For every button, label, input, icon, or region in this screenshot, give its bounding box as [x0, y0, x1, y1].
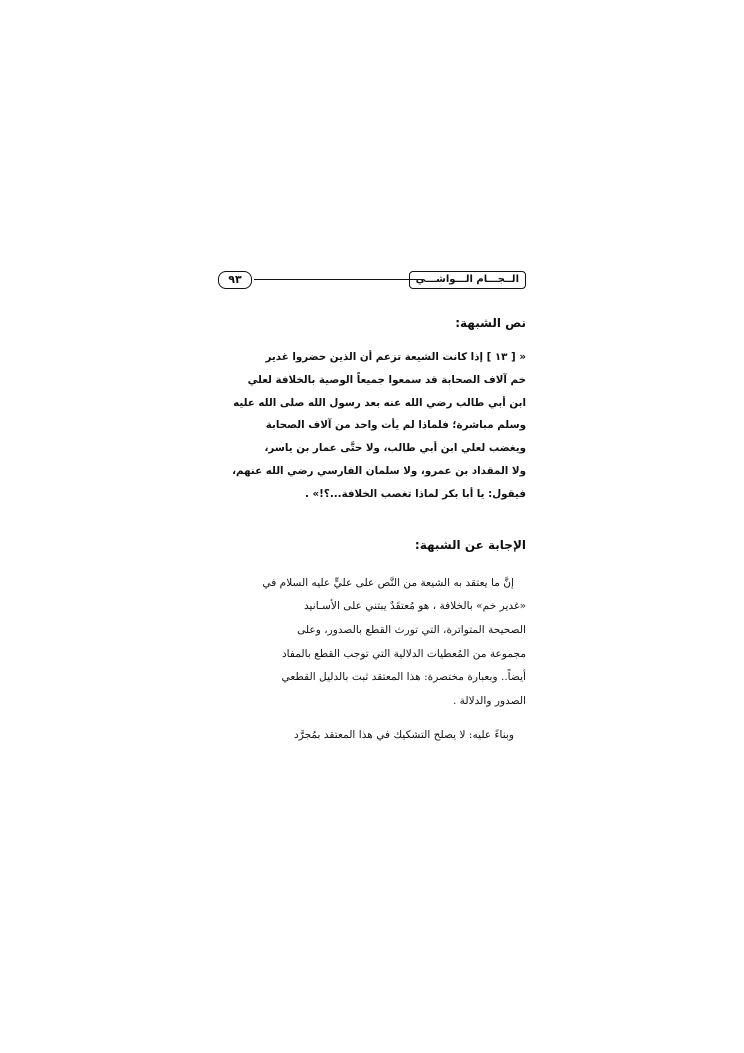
quote-line: ابن أبي طالب رضي الله عنه بعد رسول الله صلى الله عليه [233, 396, 526, 409]
answer-line: أيضاً.. وبعبارة مختصرة: هذا المعتقد ثبت بالدليل القطعي [281, 671, 526, 684]
claim-quote [218, 346, 526, 506]
answer-line: الصحيحة المتواترة، التي تورث القطع بالصدور، وعلى [297, 623, 526, 636]
book-page [218, 270, 526, 748]
quote-line: ولا المقداد بن عمرو، ولا سلمان الفارسي رضي الله عنهم، [232, 464, 526, 477]
quote-line: ويغضب لعلي ابن أبي طالب، ولا حتَّى عمار بن ياسر، [264, 442, 526, 455]
answer-line: الصدور والدلالة . [452, 695, 526, 708]
running-header-title: الــجـــام الـــواشـــي [409, 271, 526, 289]
page-number: ٩٣ [218, 271, 252, 289]
answer-body [218, 572, 526, 748]
quote-line: فيقول: يا أبا بكر لماذا تغصب الخلافة...؟!» . [305, 487, 526, 500]
claim-heading: نص الشبهة: [455, 316, 526, 330]
header-rule [254, 279, 422, 280]
quote-line: « [ ١٣ ] إذا كانت الشيعة تزعم أن الذين حضروا غدير [265, 351, 526, 363]
running-header [218, 270, 526, 290]
quote-line: خم آلاف الصحابة قد سمعوا جميعاً الوصية بالخلافة لعلي [247, 373, 526, 386]
paragraph-gap [218, 714, 526, 724]
answer-line: إنَّ ما يعتقد به الشيعة من النَّص على عليٍّ عليه السلام في [262, 576, 514, 589]
answer-line: مجموعة من المُعطيات الدلالية التي توجب القطع بالمفاد [281, 647, 526, 660]
answer-heading: الإجابة عن الشبهة: [414, 537, 526, 552]
answer-line: وبناءً عليه: لا يصلح التشكيك في هذا المعتقد بمُجرَّد [294, 728, 514, 741]
quote-line: وسلم مباشرة؛ فلماذا لم يأت واحد من آلاف الصحابة [265, 419, 526, 432]
answer-line: «غدير خم» بالخلافة ، هو مُعتقَدٌ يبتني على الأسـانيد [303, 600, 526, 613]
